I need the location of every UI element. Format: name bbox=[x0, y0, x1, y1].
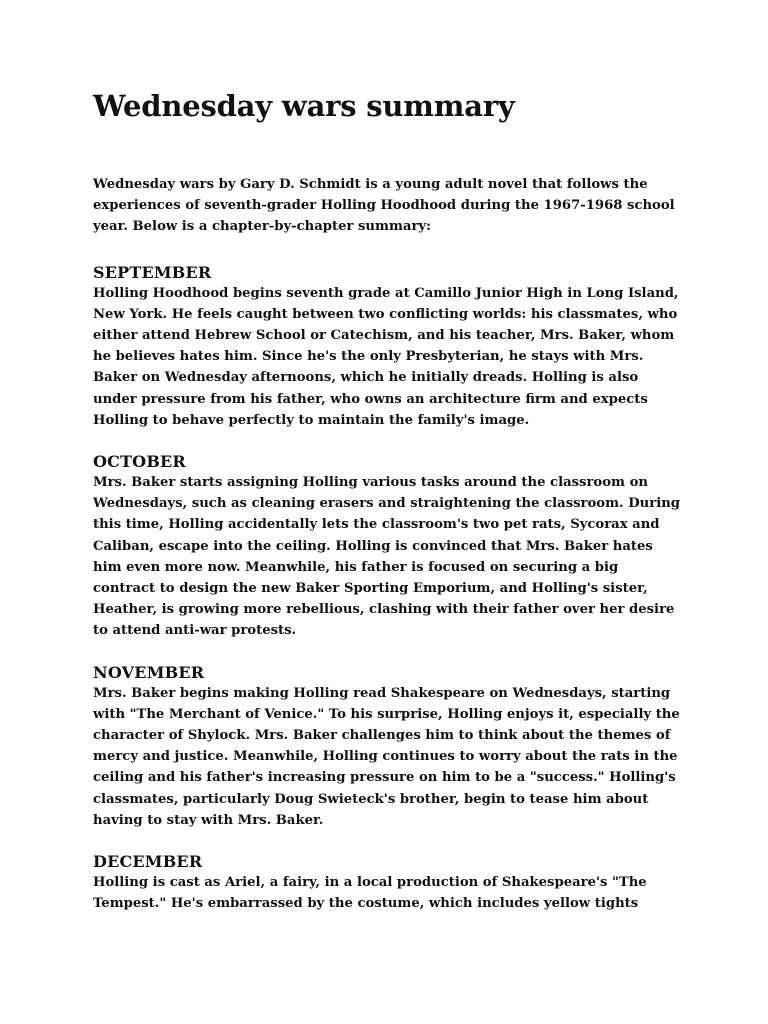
section-body: Holling Hoodhood begins seventh grade at Camillo Junior High in Long Island, New York. He feels caught between two conflicting worlds: his classmates, who either attend Hebrew School or Catechism, and his teacher, Mrs. Baker, whom he believes hates him. Since he's the only Presbyterian, he stays with Mrs. Baker on Wednesday afternoons, which he initially dreads. Holling is also under pressure from his father, who owns an architecture firm and expects Holling to behave perfectly to maintain the family's image. bbox=[93, 285, 679, 428]
section-november bbox=[93, 662, 683, 831]
section-heading: SEPTEMBER bbox=[93, 262, 212, 282]
document-page bbox=[93, 88, 683, 934]
section-october bbox=[93, 451, 683, 642]
section-body: Mrs. Baker starts assigning Holling various tasks around the classroom on Wednesdays, such as cleaning erasers and straightening the classroom. During this time, Holling accidentally lets the classroom's two pet rats, Sycorax and Caliban, escape into the ceiling. Holling is convinced that Mrs. Baker hates him even more now. Meanwhile, his father is focused on securing a big contract to design the new Baker Sporting Emporium, and Holling's sister, Heather, is growing more rebellious, clashing with their father over her desire to attend anti-war protests. bbox=[93, 475, 681, 639]
section-heading: OCTOBER bbox=[93, 452, 186, 472]
intro-paragraph: Wednesday wars by Gary D. Schmidt is a young adult novel that follows the experiences of seventh-grader Holling Hoodhood during the 1967-1968 school year. Below is a chapter-by-chapter summary: bbox=[93, 177, 675, 235]
section-december bbox=[93, 851, 683, 914]
document-title: Wednesday wars summary bbox=[93, 89, 515, 123]
section-heading: NOVEMBER bbox=[93, 662, 205, 682]
section-body: Holling is cast as Ariel, a fairy, in a local production of Shakespeare's "The Tempest." He's embarrassed by the costume, which includes yellow tights bbox=[93, 875, 647, 912]
section-september bbox=[93, 262, 683, 431]
section-heading: DECEMBER bbox=[93, 852, 203, 872]
section-body: Mrs. Baker begins making Holling read Shakespeare on Wednesdays, starting with "The Merchant of Venice." To his surprise, Holling enjoys it, especially the character of Shylock. Mrs. Baker challenges him to think about the themes of mercy and justice. Meanwhile, Holling continues to worry about the rats in the ceiling and his father's increasing pressure on him to be a "success." Holling's classmates, particularly Doug Swieteck's brother, begin to tease him about having to stay with Mrs. Baker. bbox=[93, 685, 680, 828]
